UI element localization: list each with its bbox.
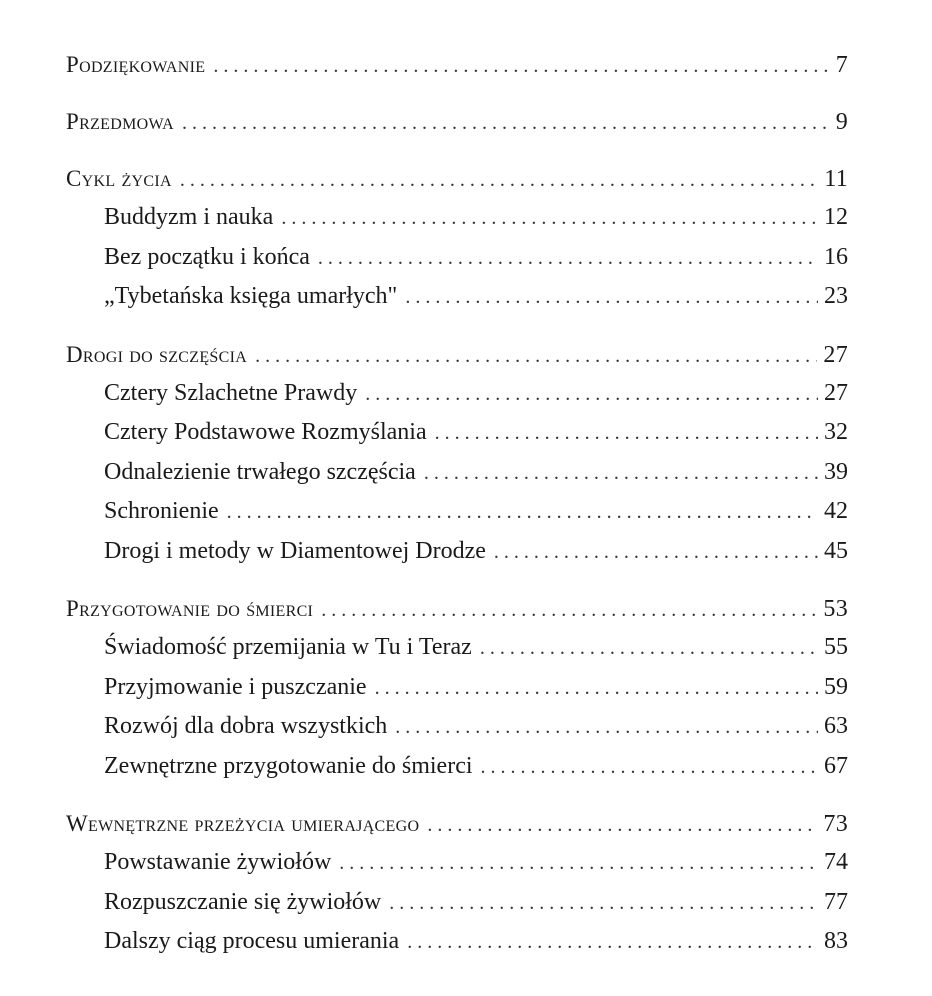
dot-leader bbox=[255, 337, 817, 375]
page-number: 27 bbox=[823, 341, 848, 368]
page-number: 55 bbox=[824, 634, 848, 660]
section-entry bbox=[66, 883, 848, 923]
dot-leader bbox=[407, 923, 818, 963]
dot-leader bbox=[213, 47, 829, 85]
toc-group bbox=[66, 160, 848, 317]
section-title: Buddyzm i nauka bbox=[104, 204, 274, 230]
page-number: 42 bbox=[824, 498, 848, 524]
page-number: 45 bbox=[824, 537, 848, 564]
dot-leader bbox=[424, 454, 818, 494]
section-entry bbox=[66, 843, 848, 883]
section-entry bbox=[66, 374, 848, 414]
section-title: Rozpuszczanie się żywiołów bbox=[104, 888, 382, 915]
page-number: 23 bbox=[824, 283, 848, 309]
section-entry bbox=[66, 922, 848, 962]
section-entry bbox=[66, 277, 848, 317]
section-entry bbox=[66, 198, 848, 238]
page-number: 53 bbox=[823, 596, 848, 622]
page-number: 67 bbox=[824, 752, 848, 779]
section-entry bbox=[66, 492, 848, 532]
dot-leader bbox=[427, 806, 817, 844]
section-title: Przyjmowanie i puszczanie bbox=[104, 673, 367, 700]
section-entry bbox=[66, 413, 848, 453]
page-number: 11 bbox=[824, 166, 848, 192]
dot-leader bbox=[494, 533, 818, 573]
section-title: Zewnętrzne przygotowanie do śmierci bbox=[104, 752, 473, 779]
chapter-title: Wewnętrzne przeżycia umierającego bbox=[66, 811, 420, 836]
dot-leader bbox=[365, 375, 818, 415]
chapter-entry bbox=[66, 160, 848, 198]
page-number: 63 bbox=[824, 713, 848, 739]
chapter-title: Przygotowanie do śmierci bbox=[66, 596, 314, 621]
toc-group bbox=[66, 805, 848, 962]
page-number: 16 bbox=[824, 243, 848, 270]
dot-leader bbox=[180, 161, 818, 199]
section-title: „Tybetańska księga umarłych" bbox=[104, 283, 398, 309]
dot-leader bbox=[480, 629, 818, 669]
page-number: 74 bbox=[824, 849, 848, 875]
section-title: Dalszy ciąg procesu umierania bbox=[104, 928, 400, 954]
chapter-entry bbox=[66, 336, 848, 374]
chapter-entry bbox=[66, 103, 848, 141]
chapter-entry bbox=[66, 805, 848, 843]
section-title: Powstawanie żywiołów bbox=[104, 849, 332, 875]
dot-leader bbox=[227, 493, 818, 533]
toc-group bbox=[66, 590, 848, 786]
section-title: Cztery Podstawowe Rozmyślania bbox=[104, 419, 427, 445]
page-number: 32 bbox=[824, 419, 848, 445]
toc-group bbox=[66, 103, 848, 141]
chapter-entry bbox=[66, 590, 848, 628]
toc-group bbox=[66, 46, 848, 84]
toc-group bbox=[66, 336, 848, 572]
table-of-contents bbox=[66, 46, 848, 962]
dot-leader bbox=[182, 104, 830, 142]
section-title: Bez początku i końca bbox=[104, 243, 310, 270]
section-entry bbox=[66, 453, 848, 493]
section-entry bbox=[66, 747, 848, 787]
section-title: Świadomość przemijania w Tu i Teraz bbox=[104, 634, 472, 660]
dot-leader bbox=[318, 239, 818, 279]
chapter-entry bbox=[66, 46, 848, 84]
section-title: Rozwój dla dobra wszystkich bbox=[104, 713, 388, 739]
chapter-title: Przedmowa bbox=[66, 109, 174, 134]
section-entry bbox=[66, 238, 848, 278]
dot-leader bbox=[435, 414, 818, 454]
section-title: Cztery Szlachetne Prawdy bbox=[104, 379, 358, 406]
section-title: Odnalezienie trwałego szczęścia bbox=[104, 458, 416, 485]
section-entry bbox=[66, 628, 848, 668]
section-entry bbox=[66, 707, 848, 747]
dot-leader bbox=[321, 591, 817, 629]
page-number: 9 bbox=[835, 109, 848, 135]
chapter-title: Drogi do szczęścia bbox=[66, 341, 248, 367]
dot-leader bbox=[395, 708, 818, 748]
dot-leader bbox=[405, 278, 818, 318]
page-number: 59 bbox=[824, 673, 848, 700]
chapter-title: Podziękowanie bbox=[66, 52, 206, 77]
dot-leader bbox=[389, 884, 818, 924]
dot-leader bbox=[375, 669, 818, 709]
page-number: 12 bbox=[824, 204, 848, 230]
page-number: 77 bbox=[824, 888, 848, 915]
section-entry bbox=[66, 668, 848, 708]
page-number: 27 bbox=[824, 379, 848, 406]
section-title: Drogi i metody w Diamentowej Drodze bbox=[104, 537, 486, 564]
page-number: 83 bbox=[824, 928, 848, 954]
page-number: 73 bbox=[823, 811, 848, 837]
dot-leader bbox=[481, 748, 818, 788]
dot-leader bbox=[281, 199, 818, 239]
page-number: 7 bbox=[835, 52, 848, 78]
chapter-title: Cykl życia bbox=[66, 166, 172, 191]
page-number: 39 bbox=[824, 458, 848, 485]
dot-leader bbox=[339, 844, 818, 884]
section-entry bbox=[66, 532, 848, 572]
section-title: Schronienie bbox=[104, 498, 219, 524]
